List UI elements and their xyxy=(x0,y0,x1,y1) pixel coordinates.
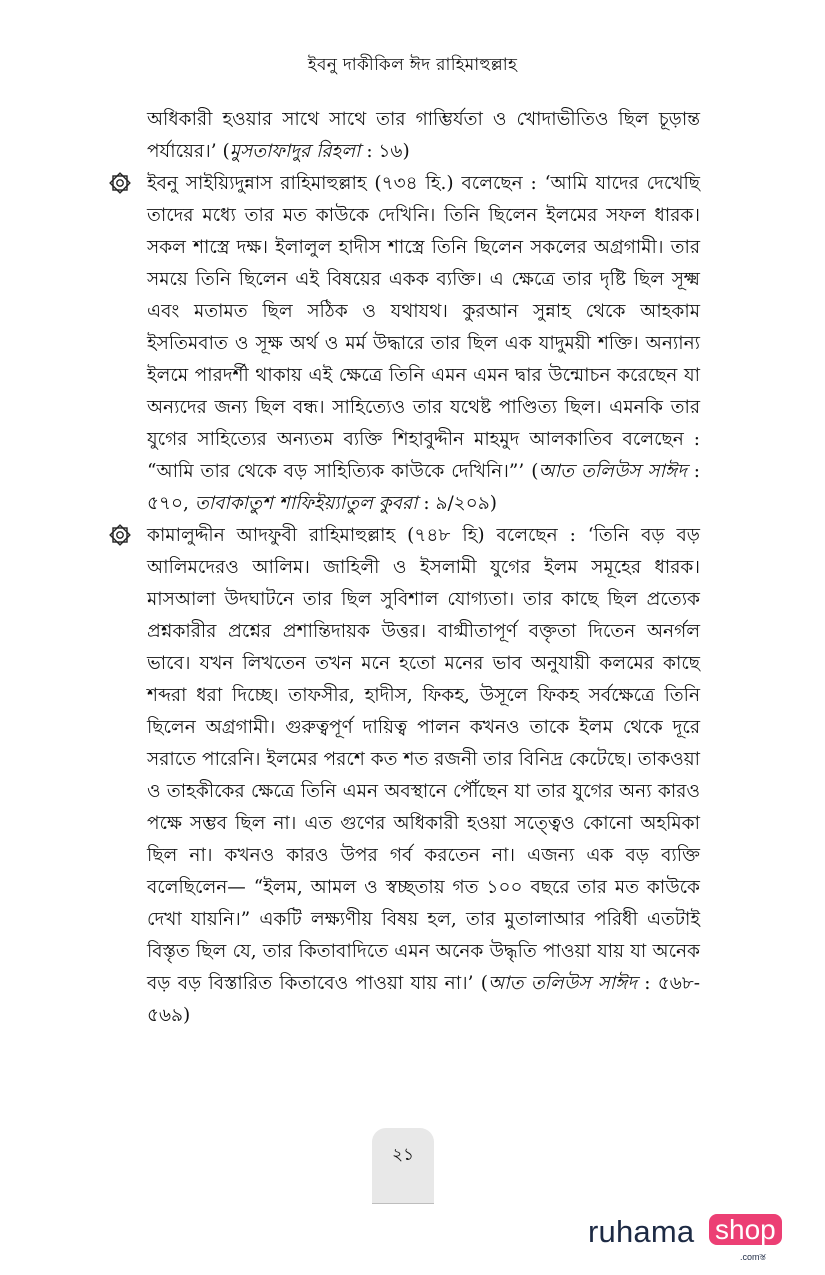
citation-ref: : ৫৭০, xyxy=(147,461,700,514)
brand-logo xyxy=(588,1208,788,1262)
citation-title: মুসতাফাদুর রিহলা xyxy=(229,141,361,162)
page-number: ২১ xyxy=(372,1128,434,1204)
citation-title: আত তলিউস সাঈদ xyxy=(488,973,637,994)
ornamental-star-bullet-icon xyxy=(107,170,133,196)
brand-suffix: .comস্ত xyxy=(740,1252,766,1262)
ornamental-star-bullet-icon xyxy=(107,522,133,548)
main-text xyxy=(147,104,700,1032)
brand-name-right: shop xyxy=(709,1214,782,1245)
citation-ref: : ১৬) xyxy=(360,141,410,162)
quote-paragraph-2: কামালুদ্দীন আদফুবী রাহিমাহুল্লাহ (৭৪৮ হি) বলেছেন : ‘তিনি বড় বড় আলিমদেরও আলিম। জাহিলী ও ইসলামী যুগের ইলম সমূহের ধারক। মাসআলা উদঘাটনে তার ছিল সুবিশাল যোগ্যতা। তার কাছে ছিল প্রত্যেক প্রশ্নকারীর প্রশ্নের প্রশান্তিদায়ক উত্তর। বাগ্মীতাপূর্ণ বক্তৃতা দিতেন অনর্গল ভাবে। যখন লিখতেন তখন মনে হতো মনের ভাব অনুযায়ী কলমের কাছে শব্দরা ধরা দিচ্ছে। তাফসীর, হাদীস, ফিকহ, উসূলে ফিকহ সর্বক্ষেত্রে তিনি ছিলেন অগ্রগামী। গুরুত্বপূর্ণ দায়িত্ব পালন কখনও তাকে ইলম থেকে দূরে সরাতে পারেনি। ইলমের পরশে কত শত রজনী তার বিনিদ্র কেটেছে। তাকওয়া ও তাহকীকের ক্ষেত্রে তিনি এমন অবস্থানে পৌঁছেন যা তার যুগের অন্য কারও পক্ষে সম্ভব ছিল না। এত গুণের অধিকারী হওয়া সত্ত্বেও কোনো অহমিকা ছিল না। কখনও কারও উপর গর্ব করতেন না। এজন্য এক বড় ব্যক্তি বলেছিলেন— “ইলম, আমল ও স্বচ্ছতায় গত ১০০ বছরে তার মত কাউকে দেখা যায়নি।” একটি লক্ষ্যণীয় বিষয় হল, তার মুতালাআর পরিধী এতটাই বিস্তৃত ছিল যে, তার কিতাবাদিতে এমন অনেক উদ্ধৃতি পাওয়া যায় যা অনেক বড় বড় বিস্তারিত কিতাবেও পাওয়া যায় না।’ (আত তলিউস সাঈদ : ৫৬৮- ৫৬৯) xyxy=(147,520,700,1032)
citation-ref: : ৫৬৮- ৫৬৯) xyxy=(147,973,700,1026)
intro-paragraph: অধিকারী হওয়ার সাথে সাথে তার গাম্ভির্যতা ও খোদাভীতিও ছিল চূড়ান্ত পর্যায়ের।’ (মুসতাফাদুর রিহলা : ১৬) xyxy=(147,109,700,162)
brand-name-left: ruhama xyxy=(588,1214,695,1249)
citation-title: আত তলিউস সাঈদ xyxy=(538,461,687,482)
running-header: ইবনু দাকীকিল ঈদ রাহিমাহুল্লাহ xyxy=(307,55,518,75)
citation-ref: : ৯/২০৯) xyxy=(417,493,497,514)
quote-paragraph-1: ইবনু সাইয়্যিদুন্নাস রাহিমাহুল্লাহ (৭৩৪ হি.) বলেছেন : ‘আমি যাদের দেখেছি তাদের মধ্যে তার মত কাউকে দেখিনি। তিনি ছিলেন ইলমের সফল ধারক। সকল শাস্ত্রে দক্ষ। ইলালুল হাদীস শাস্ত্রে তিনি ছিলেন সকলের অগ্রগামী। তার সময়ে তিনি ছিলেন এই বিষয়ের একক ব্যক্তি। এ ক্ষেত্রে তার দৃষ্টি ছিল সূক্ষ্ম এবং মতামত ছিল সঠিক ও যথাযথ। কুরআন সুন্নাহ থেকে আহকাম ইসতিমবাত ও সূক্ষ অর্থ ও মর্ম উদ্ধারে তার ছিল এক যাদুময়ী শক্তি। অন্যান্য ইলমে পারদর্শী থাকায় এই ক্ষেত্রে তিনি এমন এমন দ্বার উন্মোচন করেছেন যা অন্যদের জন্য ছিল বন্ধ। সাহিত্যেও তার যথেষ্ট পাণ্ডিত্য ছিল। এমনকি তার যুগের সাহিত্যের অন্যতম ব্যক্তি শিহাবুদ্দীন মাহমুদ আলকাতিব বলেছেন : “আমি তার থেকে বড় সাহিত্যিক কাউকে দেখিনি।”’ (আত তলিউস সাঈদ : ৫৭০, তাবাকাতুশ শাফিইয়্যাতুল কুবরা : ৯/২০৯) xyxy=(147,168,700,520)
citation-title: তাবাকাতুশ শাফিইয়্যাতুল কুবরা xyxy=(194,493,418,514)
